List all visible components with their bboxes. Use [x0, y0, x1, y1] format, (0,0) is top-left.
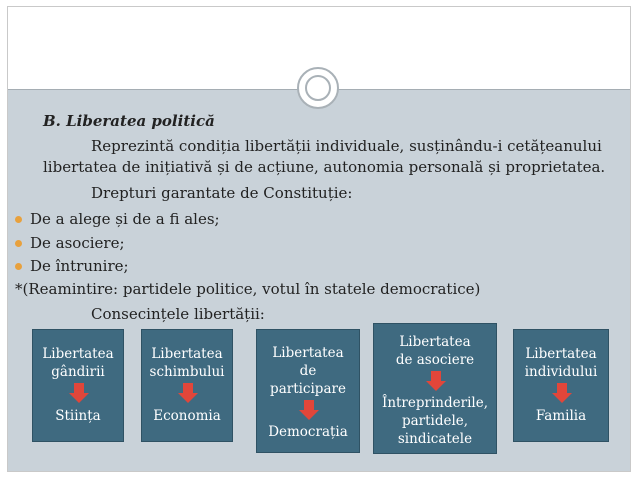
paragraph-line-1: Reprezintă condiția libertății individuale, susținându-i cetățeanului — [91, 137, 602, 155]
section-title: B. Liberatea politică — [43, 112, 215, 130]
reminder-note: *(Reamintire: partidele politice, votul în statele democratice) — [15, 280, 481, 298]
down-arrow-icon — [426, 371, 446, 391]
bullet-item: De întrunire; — [30, 257, 129, 275]
paragraph-line-2: libertatea de inițiativă și de acțiune, autonomia personală și proprietatea. — [43, 158, 606, 176]
box-result: Stiința — [55, 408, 101, 424]
bullet-dot-icon — [15, 240, 22, 247]
bullet-dot-icon — [15, 216, 22, 223]
decorative-inner-circle-icon — [305, 75, 331, 101]
consequence-box-individului — [513, 329, 609, 442]
box-result: sindicatele — [397, 431, 473, 447]
consequence-box-schimbului — [141, 329, 233, 442]
rights-intro: Drepturi garantate de Constituție: — [91, 184, 353, 202]
box-label: Libertatea — [399, 334, 471, 350]
consequence-box-asociere — [373, 323, 497, 454]
consequence-box-participare — [256, 329, 360, 453]
box-result: Economia — [153, 408, 221, 424]
bullet-dot-icon — [15, 263, 22, 270]
box-label: gândirii — [51, 364, 105, 380]
box-label: schimbului — [149, 364, 225, 380]
box-result: partidele, — [401, 413, 469, 429]
box-label: de asociere — [395, 352, 475, 368]
down-arrow-icon — [69, 383, 89, 403]
box-label: Libertatea — [272, 345, 344, 361]
box-label: Libertatea — [42, 346, 114, 362]
box-label: participare — [270, 381, 346, 397]
box-label: Libertatea — [151, 346, 223, 362]
box-result: Familia — [535, 408, 587, 424]
box-label: de — [299, 363, 317, 379]
box-label: Libertatea — [525, 346, 597, 362]
bullet-item: De asociere; — [30, 234, 125, 252]
down-arrow-icon — [178, 383, 198, 403]
consequences-intro: Consecințele libertății: — [91, 305, 265, 323]
down-arrow-icon — [552, 383, 572, 403]
bullet-item: De a alege și de a fi ales; — [30, 210, 220, 228]
consequence-box-gandirii — [32, 329, 124, 442]
box-label: individului — [524, 364, 598, 380]
box-result: Întreprinderile, — [381, 395, 488, 411]
down-arrow-icon — [299, 400, 319, 420]
box-result: Democrația — [268, 424, 348, 440]
